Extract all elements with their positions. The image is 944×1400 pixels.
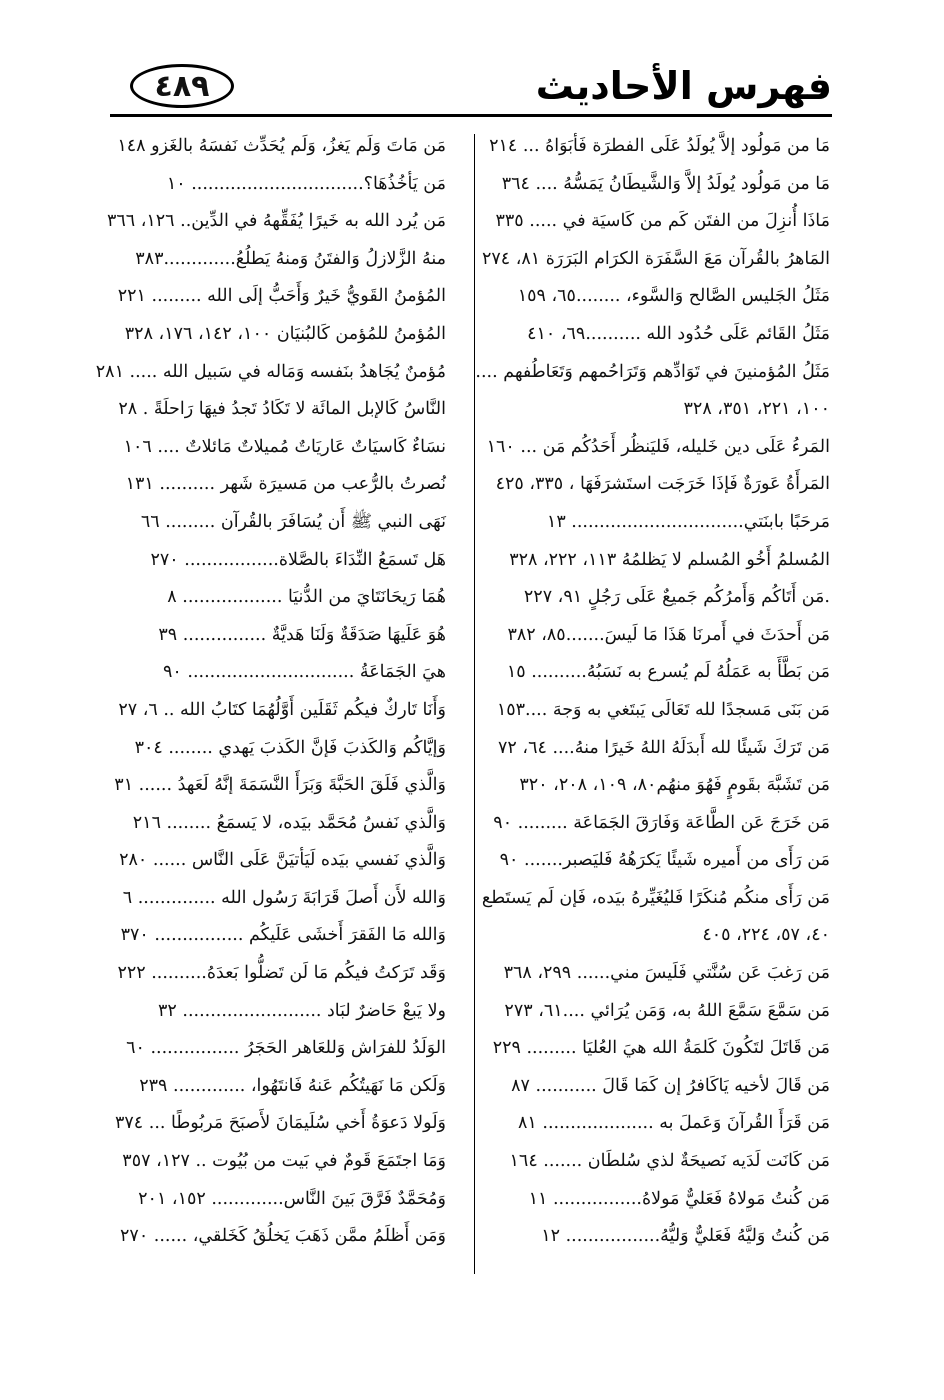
index-entry: مَن رَغبَ عَن سُنَّتي فَلَيسَ مني...... ٢٩٩، ٣٦٨ [503,963,830,984]
index-entry: وَلَولا دَعوَةُ أَخي سُلَيمَانَ لأَصبَحَ مَربُوطًا ... ٣٧٤ [114,1113,446,1134]
index-entry: مَثَلُ القَائم عَلَى حُدُود الله ..........٦٩، ٤١٠ [527,323,830,344]
index-entry: المَاهرُ بالقُرآن مَعَ السَّفَرَة الكرَام البَرَرَة ٨١، ٢٧٤ [481,248,830,269]
index-entry: مَن قَالَ لأخيه يَاكَافرُ إن كَمَا قَالَ ........... ٨٧ [511,1075,830,1096]
index-entry: مَثَلُ الجَليس الصَّالح وَالسَّوء، ........٦٥، ١٥٩ [517,286,830,307]
index-entry: المُؤمنُ للمُؤمن كَالبُنيَان ١٠٠، ١٤٢، ١٧٦، ٣٢٨ [124,323,446,344]
index-entry: نُصرتُ بالرُّعب من مَسيرَة شَهر .......... ١٣١ [125,474,446,495]
index-entry: مَثَلُ المُؤمنينَ في تَوَادِّهم وَتَرَاحُمهم وَتَعَاطُفهم .... [475,361,830,382]
running-title: فهرس الأحاديث [535,64,832,108]
index-entry: المُسلمُ أَخُو المُسلم لا يَظلمُهُ ١١٣، ٢٢٢، ٣٢٨ [509,549,830,570]
index-entry: المَرأَةُ عَورَةٌ فَإذَا خَرَجَت استَشرَفَهَا ، ٣٣٥، ٤٢٥ [495,474,830,495]
index-entry: مَن مَاتَ وَلَم يَغزُ، وَلَم يُحَدِّث نَفسَهُ بالغَزو ١٤٨ [117,136,446,156]
index-entry: مَن سَمَّعَ سَمَّعَ اللهُ به، وَمَن يُرَائي ....٦١، ٢٧٣ [504,1000,830,1021]
index-entry: وَأَنَا تَاركٌ فيكُم ثَقَلَين أَوَّلُهُمَا كتَابُ الله .. ٦، ٢٧ [118,699,446,720]
index-entry: مَرحَبًا بابنَتي............................... ١٣ [546,511,830,532]
index-entry: مَن كَانَت لَدَيه نَصيحَةٌ لذي سُلطَان ....... ١٦٤ [509,1151,830,1172]
index-entry: المَرءُ عَلَى دين خَليله، فَليَنظُر أَحَدُكُم مَن ... ١٦٠ [486,436,830,457]
index-entry: مَا من مَولُود يُولَدُ إلاَّ وَالشَّيطَانُ يَمَسُّهُ .... ٣٦٤ [501,173,830,194]
index-entry: وَمُحَمَّدٌ فَرَّقَ بَينَ النَّاس............. ١٥٢، ٢٠١ [138,1188,446,1209]
index-entry: وَالله مَا الفَقرَ أَخشَى عَلَيكُم ................ ٣٧٠ [120,925,446,946]
index-entry: مَن رَأَى من أَميره شَيئًا يَكرَهُهُ فَليَصبر....... ٩٠ [499,850,830,871]
index-entry: مَن خَرَجَ عَن الطَّاعَة وَفَارَقَ الجَمَاعَة ......... ٩٠ [493,812,830,833]
index-entry: وَالله لأَن أَصلَ قَرَابَةَ رَسُول الله .............. ٦ [122,887,446,908]
index-entry: نسَاءٌ كَاسيَاتٌ عَاريَاتٌ مُميلاتٌ مَائلاتٌ .... ١٠٦ [123,436,446,457]
index-entry: النَّاسُ كَالإبل المائَة لا تَكَادُ تَجدُ فيهَا رَاحلَةً . ٢٨ [118,399,446,420]
index-entry: وَمَن أَظلَمُ ممَّن ذَهَبَ يَخلُقُ كَخَلقي، ...... ٢٧٠ [120,1226,446,1247]
index-entry: مَاذَا أُنزِلَ من الفتَن كَم من كَاسيَة في ..... ٣٣٥ [495,211,830,232]
index-entry: مَن قَرَأَ القُرآنَ وَعَملَ به .................... ٨١ [518,1113,830,1134]
index-entry: وَالَّذي فَلَقَ الحَبَّةَ وَبَرَأَ النَّسَمَةَ إنَّهُ لَعَهدُ ...... ٣١ [114,775,446,796]
index-entry: وَلَكن مَا نَهَيتُكُم عَنهُ فَانتَهُوا، ............. ٢٣٩ [139,1075,446,1096]
index-entry: هَل تَسمَعُ النِّدَاءَ بالصَّلاة................. ٢٧٠ [150,549,446,570]
index-entry: مَا من مَولُود إلاَّ يُولَدُ عَلَى الفطرَة فَأبَوَاهُ ... ٢١٤ [489,136,830,156]
index-entry: هيَ الجَمَاعَةُ .............................. ٩٠ [163,662,446,683]
index-entry: مَن تَرَكَ شَيئًا لله أَبدَلَهُ اللهُ خَيرًا منهُ.... ٦٤، ٧٢ [498,737,830,758]
index-entry: نَهَى النبي ﷺ أَن يُسَافَرَ بالقُرآن ......... ٦٦ [140,511,446,532]
header-rule [110,114,832,117]
index-entry: مُؤمنٌ يُجَاهدُ بنَفسه وَمَاله في سَبيل الله ..... ٢٨١ [95,361,446,382]
index-entry: مَن يَأخُذُهَا؟............................... ١٠ [166,173,446,194]
index-entry: مَن كُنتُ وَليَّهُ فَعَليٌّ وَليُّهُ................. ١٢ [541,1226,830,1247]
index-entry: وَالَّذي نَفسي بيَده لَيَأتيَنَّ عَلَى النَّاس ...... ٢٨٠ [119,850,446,871]
index-entry: وَمَا اجتَمَعَ قَومٌ في بَيت من بُيُوت .. ١٢٧، ٣٥٧ [122,1151,446,1172]
index-entry: المُؤمنُ القَويُّ خَيرٌ وَأَحَبُّ إلَى الله ......... ٢٢١ [117,286,446,307]
index-entry: الوَلَدُ للفرَاش وَللعَاهر الحَجَرُ ................ ٦٠ [126,1038,446,1059]
index-entry-continuation: ٤٠، ٥٧، ٢٢٤، ٤٠٥ [702,925,830,946]
index-column-right [475,128,830,1256]
index-entry: مَن رَأَى منكُم مُنكَرًا فَليُغَيِّرهُ بيَده، فَإن لَم يَستَطع [481,887,830,908]
index-entry: مَن تَشَبَّهَ بقَومٍ فَهُوَ منهُم٨٠، ١٠٩، ٢٠٨، ٣٢٠ [519,775,830,796]
index-entry: مَن أَحدَثَ في أَمرنَا هَذَا مَا لَيسَ.......٨٥، ٣٨٢ [507,624,830,645]
index-entry: مَن كُنتُ مَولاهُ فَعَليٌّ مَولاهُ................ ١١ [528,1188,830,1209]
index-entry: وَإيَّاكُم وَالكَذبَ فَإنَّ الكَذبَ يَهدي ........ ٣٠٤ [134,737,446,758]
page-header [110,58,832,120]
index-entry: هُمَا رَيحَانَتَايَ من الدُّنيَا .................. ٨ [167,587,446,608]
column-divider [474,134,475,1274]
index-entry: مَن قَاتَلَ لتَكُونَ كَلمَةُ الله هيَ العُليَا ......... ٢٢٩ [492,1038,830,1059]
index-column-left [95,128,446,1256]
index-entry: مَن بَطَّأَ به عَمَلُهُ لَم يُسرع به نَسَبُهُ.......... ١٥ [506,662,830,683]
index-entry: وَقَد تَرَكتُ فيكُم مَا لَن تَضلُّوا بَعدَهُ.......... ٢٢٢ [117,963,446,984]
index-entry: مَن يُرد الله به خَيرًا يُفَقِّههُ في الدِّين.. ١٢٦، ٣٦٦ [106,211,446,232]
page-number-badge: ٤٨٩ [130,64,234,108]
index-entry: وَالَّذي نَفسُ مُحَمَّد بيَده، لا يَسمَعُ ........ ٢١٦ [132,812,446,833]
index-entry: .مَن أَتَاكُم وَأَمرُكُم جَميعٌ عَلَى رَجُلٍ ٩١، ٢٢٧ [523,587,830,608]
index-entry: ولا يَبعْ حَاضرٌ لبَاد ......................... ٣٢ [158,1000,446,1021]
index-entry: مَن بَنَى مَسجدًا لله تَعَالَى يَبتَغي به وَجهَ ....١٥٣ [496,699,830,720]
index-entry: هُوَ عَلَيهَا صَدَقَةٌ وَلَنَا هَديَّةٌ ............... ٣٩ [158,624,446,645]
index-entry-continuation: ١٠٠، ٢٢١، ٣٥١، ٣٢٨ [683,399,830,420]
index-entry: منهُ الزَّلازلُ وَالفتَنُ وَمنهُ يَطلُعُ.............٣٨٣ [135,248,446,269]
